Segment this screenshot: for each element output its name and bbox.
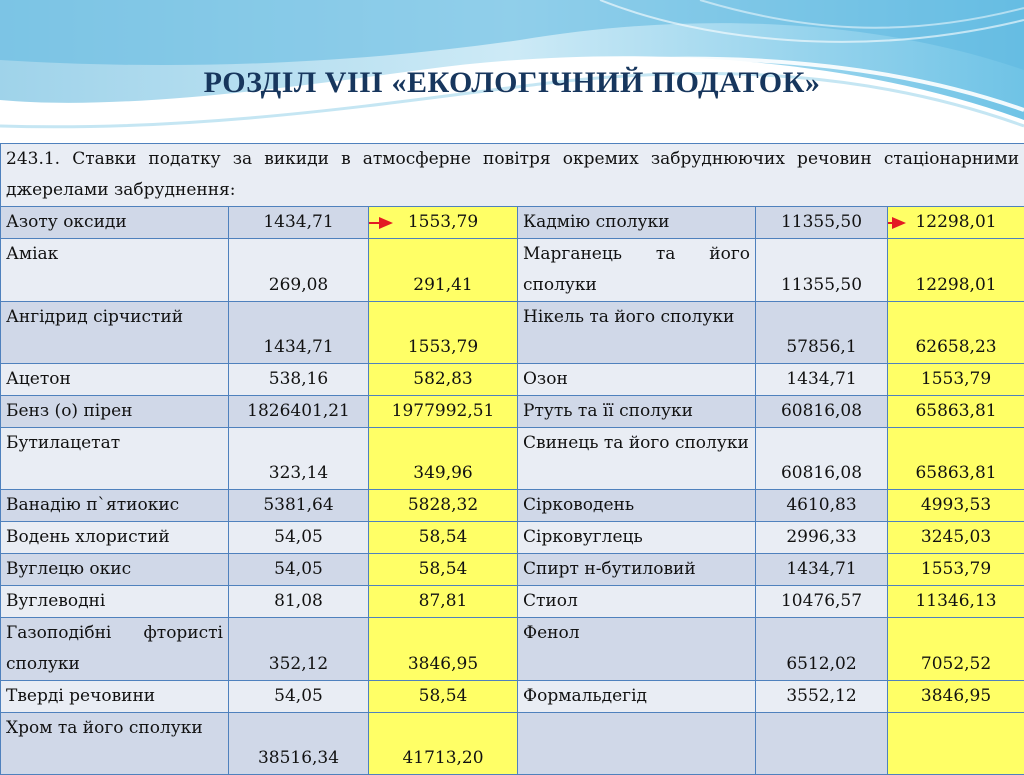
substance-name: Нікель та його сполуки: [518, 302, 756, 364]
new-rate: 65863,81: [888, 396, 1024, 428]
new-rate: 58,54: [369, 681, 518, 713]
new-rate: 5828,32: [369, 490, 518, 522]
substance-name: Бутилацетат: [1, 428, 229, 490]
old-rate: 10476,57: [756, 586, 888, 618]
substance-name: Аміак: [1, 239, 229, 302]
table-row: [1, 586, 1024, 618]
old-rate: 1826401,21: [229, 396, 369, 428]
substance-name: Бенз (о) пірен: [1, 396, 229, 428]
table-row: [1, 554, 1024, 586]
substance-name: Тверді речовини: [1, 681, 229, 713]
table-row: [1, 364, 1024, 396]
old-rate: 38516,34: [229, 713, 369, 775]
old-rate: 1434,71: [229, 207, 369, 239]
old-rate: 3552,12: [756, 681, 888, 713]
substance-name: Вуглецю окис: [1, 554, 229, 586]
substance-name: Кадмію сполуки: [518, 207, 756, 239]
substance-name: Газоподібні фтористі сполуки: [1, 618, 229, 681]
substance-name: Вуглеводні: [1, 586, 229, 618]
old-rate: 57856,1: [756, 302, 888, 364]
substance-name: Стиол: [518, 586, 756, 618]
old-rate: 4610,83: [756, 490, 888, 522]
table-row: [1, 681, 1024, 713]
new-rate: 87,81: [369, 586, 518, 618]
new-rate: 3846,95: [369, 618, 518, 681]
old-rate: 54,05: [229, 681, 369, 713]
table-row: [1, 618, 1024, 681]
new-rate: 12298,01: [888, 239, 1024, 302]
new-rate: 62658,23: [888, 302, 1024, 364]
new-rate: 291,41: [369, 239, 518, 302]
table-row: [1, 302, 1024, 364]
page-title: РОЗДІЛ VIII «ЕКОЛОГІЧНИЙ ПОДАТОК»: [0, 66, 1024, 100]
old-rate: 2996,33: [756, 522, 888, 554]
new-rate: 349,96: [369, 428, 518, 490]
substance-name: Ртуть та її сполуки: [518, 396, 756, 428]
substance-name: [518, 713, 756, 775]
new-rate: 1553,79: [369, 207, 518, 239]
substance-name: Марганець та його сполуки: [518, 239, 756, 302]
substance-name: Фенол: [518, 618, 756, 681]
new-rate: 65863,81: [888, 428, 1024, 490]
red-arrow-icon: [369, 215, 396, 231]
substance-name: Сірководень: [518, 490, 756, 522]
red-arrow-icon: [888, 215, 909, 231]
new-rate: 12298,01: [888, 207, 1024, 239]
old-rate: 60816,08: [756, 396, 888, 428]
new-rate: 1977992,51: [369, 396, 518, 428]
new-rate: 1553,79: [888, 554, 1024, 586]
new-rate: 4993,53: [888, 490, 1024, 522]
table-row: [1, 522, 1024, 554]
new-rate: 1553,79: [369, 302, 518, 364]
substance-name: Ацетон: [1, 364, 229, 396]
table-row: [1, 490, 1024, 522]
old-rate: 269,08: [229, 239, 369, 302]
table-row: [1, 428, 1024, 490]
substance-name: Азоту оксиди: [1, 207, 229, 239]
substance-name: Озон: [518, 364, 756, 396]
old-rate: 11355,50: [756, 207, 888, 239]
old-rate: [756, 713, 888, 775]
old-rate: 81,08: [229, 586, 369, 618]
substance-name: Ангідрид сірчистий: [1, 302, 229, 364]
old-rate: 323,14: [229, 428, 369, 490]
substance-name: Сірковуглець: [518, 522, 756, 554]
substance-name: Свинець та його сполуки: [518, 428, 756, 490]
table-row: [1, 396, 1024, 428]
old-rate: 54,05: [229, 522, 369, 554]
table-row: [1, 207, 1024, 239]
tax-rates-table: [0, 143, 1024, 775]
new-rate: 58,54: [369, 554, 518, 586]
old-rate: 1434,71: [229, 302, 369, 364]
new-rate: 58,54: [369, 522, 518, 554]
new-rate: 41713,20: [369, 713, 518, 775]
old-rate: 6512,02: [756, 618, 888, 681]
intro-text: 243.1. Ставки податку за викиди в атмосферне повітря окремих забруднюючих речовин стаціонарними джерелами забруднення:: [1, 144, 1024, 207]
old-rate: 1434,71: [756, 554, 888, 586]
table-row: [1, 713, 1024, 775]
substance-name: Водень хлористий: [1, 522, 229, 554]
old-rate: 538,16: [229, 364, 369, 396]
old-rate: 60816,08: [756, 428, 888, 490]
substance-name: Хром та його сполуки: [1, 713, 229, 775]
new-rate: 7052,52: [888, 618, 1024, 681]
substance-name: Ванадію п`ятиокис: [1, 490, 229, 522]
substance-name: Формальдегід: [518, 681, 756, 713]
new-rate: 1553,79: [888, 364, 1024, 396]
old-rate: 1434,71: [756, 364, 888, 396]
new-rate: [888, 713, 1024, 775]
new-rate: 11346,13: [888, 586, 1024, 618]
old-rate: 11355,50: [756, 239, 888, 302]
new-rate: 3245,03: [888, 522, 1024, 554]
old-rate: 5381,64: [229, 490, 369, 522]
old-rate: 352,12: [229, 618, 369, 681]
table-row: [1, 239, 1024, 302]
new-rate: 3846,95: [888, 681, 1024, 713]
substance-name: Спирт н-бутиловий: [518, 554, 756, 586]
new-rate: 582,83: [369, 364, 518, 396]
old-rate: 54,05: [229, 554, 369, 586]
